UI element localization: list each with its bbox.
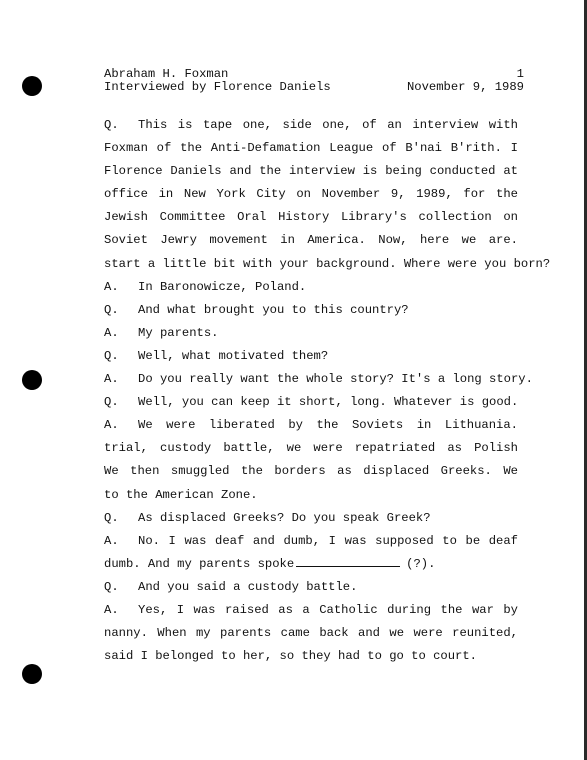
speaker-label: Q. [104, 348, 119, 363]
transcript-paragraph [104, 530, 518, 576]
transcript-paragraph [104, 345, 518, 368]
line-text: No. I was deaf and dumb, I was supposed to be deaf [138, 533, 518, 548]
transcript-line [104, 484, 518, 507]
line-text: And what brought you to this country? [138, 302, 409, 317]
speaker-label: A. [104, 372, 119, 387]
interviewer-line: Interviewed by Florence Daniels [104, 80, 331, 94]
line-text: As displaced Greeks? Do you speak Greek? [138, 510, 431, 525]
transcript-line [104, 645, 518, 668]
transcript-line [104, 622, 518, 645]
line-text: We then smuggled the borders as displaced Greeks. We [104, 464, 518, 479]
line-text: said I belonged to her, so they had to go to court. [104, 649, 477, 664]
transcript-line [104, 507, 518, 530]
transcript-line [104, 553, 518, 576]
speaker-label: A. [104, 325, 119, 340]
page-number: 1 [516, 67, 524, 81]
line-text: dumb. And my parents spoke [104, 556, 295, 571]
line-text: nanny. When my parents came back and we were reunited, [104, 626, 518, 641]
transcript-line [104, 414, 518, 437]
transcript-line [104, 391, 518, 414]
transcript-paragraph [104, 114, 551, 276]
transcript-line [104, 345, 518, 368]
line-text: to the American Zone. [104, 487, 258, 502]
transcript-body [104, 114, 551, 668]
transcript-paragraph [104, 391, 518, 414]
transcript-line [104, 137, 518, 160]
uncertain-marker: (?). [406, 556, 436, 571]
transcript-paragraph [104, 507, 518, 530]
speaker-label: Q. [104, 510, 119, 525]
transcript-paragraph [104, 414, 518, 506]
transcript-line [104, 530, 518, 553]
speaker-label: A. [104, 533, 119, 548]
transcript-paragraph [104, 368, 533, 391]
line-text: We were liberated by the Soviets in Lithuania. [138, 418, 518, 433]
speaker-label: Q. [104, 579, 119, 594]
transcript-line [104, 253, 551, 276]
interviewee-name: Abraham H. Foxman [104, 67, 229, 81]
speaker-label: Q. [104, 395, 119, 410]
line-text: Yes, I was raised as a Catholic during the war by [138, 602, 518, 617]
line-text: My parents. [138, 325, 219, 340]
line-text: Well, what motivated them? [138, 348, 329, 363]
transcript-paragraph [104, 599, 518, 668]
line-text: In Baronowicze, Poland. [138, 279, 307, 294]
speaker-label: A. [104, 279, 119, 294]
line-text: start a little bit with your background. Where were you born? [104, 256, 551, 271]
transcript-line [104, 368, 533, 391]
transcript-line [104, 599, 518, 622]
speaker-label: Q. [104, 118, 119, 132]
page-header [104, 68, 524, 94]
transcript-line [104, 276, 518, 299]
line-text: Soviet Jewry movement in America. Now, here we are. [104, 233, 518, 248]
binder-hole [22, 664, 42, 684]
line-text: Florence Daniels and the interview is being conducted at [104, 164, 518, 179]
transcript-line [104, 160, 518, 183]
transcript-line [104, 206, 518, 229]
line-text: And you said a custody battle. [138, 579, 358, 594]
transcript-paragraph [104, 576, 518, 599]
transcript-line [104, 460, 518, 483]
transcript-paragraph [104, 276, 518, 299]
speaker-label: A. [104, 418, 119, 433]
line-text: Jewish Committee Oral History Library's collection on [104, 210, 518, 225]
transcript-paragraph [104, 322, 518, 345]
transcript-line [104, 183, 518, 206]
transcript-line [104, 576, 518, 599]
line-text: office in New York City on November 9, 1989, for the [104, 187, 518, 202]
line-text: Do you really want the whole story? It's a long story. [138, 372, 533, 387]
speaker-label: Q. [104, 302, 119, 317]
transcript-line [104, 229, 518, 252]
line-text: Well, you can keep it short, long. Whatever is good. [138, 395, 519, 410]
line-text: This is tape one, side one, of an interview with [138, 118, 518, 132]
speaker-label: A. [104, 602, 119, 617]
binder-hole [22, 76, 42, 96]
transcript-line [104, 437, 518, 460]
blank-underline [296, 556, 400, 567]
line-text: Foxman of the Anti-Defamation League of B'nai B'rith. I [104, 141, 518, 156]
interview-date: November 9, 1989 [406, 80, 524, 94]
line-text: trial, custody battle, we were repatriated as Polish [104, 441, 518, 456]
transcript-line [104, 114, 518, 137]
transcript-line [104, 299, 518, 322]
transcript-paragraph [104, 299, 518, 322]
binder-hole [22, 370, 42, 390]
transcript-line [104, 322, 518, 345]
